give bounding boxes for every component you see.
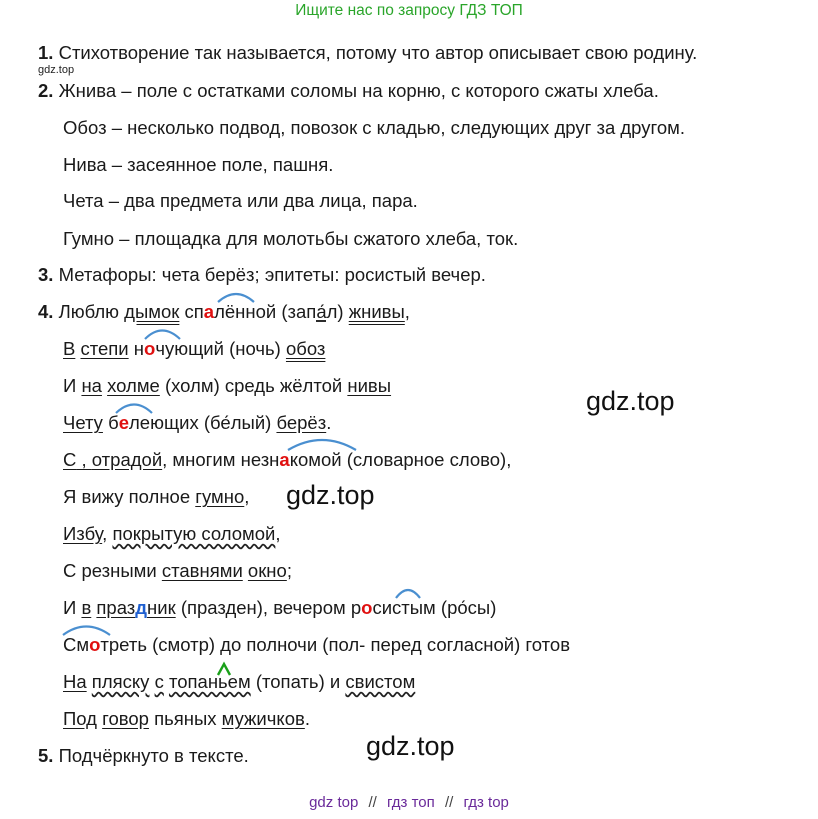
definition-gumno: Гумно – площадка для молотьбы сжатого хлеба, ток. xyxy=(63,228,519,249)
footer-separator: // xyxy=(444,794,454,811)
footer-link[interactable]: гдз top xyxy=(463,794,509,811)
item-number: 4. xyxy=(38,301,54,322)
checked-vowel: а xyxy=(279,449,290,470)
checked-vowel: о xyxy=(144,338,156,359)
item-number: 3. xyxy=(38,264,54,285)
top-banner: Ищите нас по запросу ГДЗ ТОП xyxy=(295,2,523,19)
checked-vowel: а xyxy=(203,301,215,322)
poem-line-4: Чету белеющих (бе́лый) берёз. xyxy=(63,412,332,433)
footer-link[interactable]: gdz top xyxy=(309,794,359,811)
footer-link[interactable]: гдз топ xyxy=(387,794,435,811)
root-arc xyxy=(63,627,110,636)
poem-line-10: Смотреть (смотр) до полночи (пол- перед согласной) готов xyxy=(63,634,571,655)
poem-line-3: И на холме (холм) средь жёлтой нивы xyxy=(63,375,392,396)
item-text: Жнива – поле с остатками соломы на корню, с которого сжаты хлеба. xyxy=(58,80,659,101)
watermark: gdz.top xyxy=(286,480,375,510)
caret-mark xyxy=(218,664,230,675)
item-text: Подчёркнуто в тексте. xyxy=(58,745,249,766)
root-arc xyxy=(218,294,254,302)
poem-line-2: В степи ночующий (ночь) обоз xyxy=(63,338,326,359)
small-watermark: gdz.top xyxy=(38,64,75,76)
poem-line-5: С , отрадой, многим незнакомой (словарное слово), xyxy=(63,449,512,470)
predicate-word: дымок xyxy=(124,301,180,322)
footer xyxy=(0,794,818,811)
checked-vowel: о xyxy=(89,634,101,655)
poem-line-8: С резными ставнями окно; xyxy=(63,560,292,581)
root-arc xyxy=(116,405,152,414)
footer-separator: // xyxy=(368,794,377,811)
item-number: 5. xyxy=(38,745,54,766)
item-number: 1. xyxy=(38,42,54,63)
object-word: жнивы xyxy=(348,301,405,322)
poem-line-9: И в праздник (празден), вечером росистым (ро́сы) xyxy=(63,597,497,618)
poem-line-7: Избу, покрытую соломой, xyxy=(63,523,281,544)
checked-consonant: д xyxy=(135,597,148,618)
checked-vowel: е xyxy=(118,412,129,433)
root-arc xyxy=(396,590,420,598)
item-text: Стихотворение так называется, потому что автор описывает свою родину. xyxy=(58,42,698,63)
poem-line-11: На пляску с топаньем (топать) и свистом xyxy=(63,671,416,692)
checked-vowel: о xyxy=(361,597,373,618)
poem-line-6: Я вижу полное гумно, xyxy=(63,486,250,507)
watermark: gdz.top xyxy=(366,731,455,761)
definition-niva: Нива – засеянное поле, пашня. xyxy=(63,154,334,175)
definition-oboz: Обоз – несколько подвод, повозок с кладью, следующих друг за другом. xyxy=(63,117,685,138)
poem-line-12: Под говор пьяных мужичков. xyxy=(63,708,310,729)
poem-line-1: 4. Люблю дымок спалённой (запа́л) жнивы, xyxy=(38,301,410,322)
watermark: gdz.top xyxy=(586,386,675,416)
item-text: Метафоры: чета берёз; эпитеты: росистый вечер. xyxy=(58,264,486,285)
root-arc xyxy=(145,331,180,340)
item-number: 2. xyxy=(38,80,54,101)
definition-cheta: Чета – два предмета или два лица, пара. xyxy=(63,190,418,211)
root-arc xyxy=(288,440,356,450)
